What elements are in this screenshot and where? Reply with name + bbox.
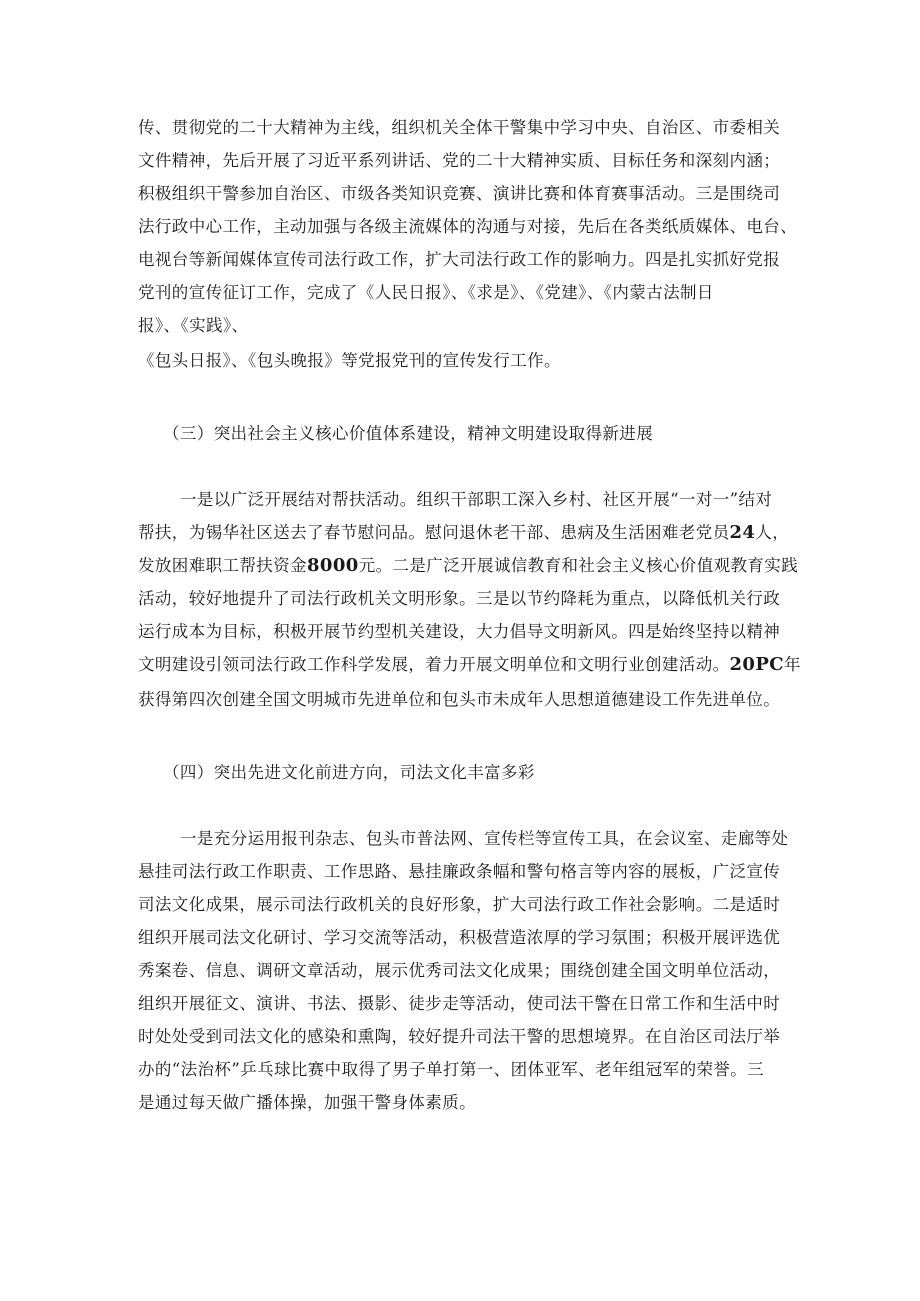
paragraph-line: 办的“法治杯”乒乓球比赛中取得了男子单打第一、团体亚军、老年组冠军的荣誉。三 — [138, 1060, 765, 1079]
paragraph-line — [138, 523, 789, 543]
paragraph-line — [138, 556, 798, 576]
paragraph-line — [138, 655, 801, 675]
paragraph-line: 党刊的宣传征订工作，完成了《人民日报》、《求是》、《党建》、《内蒙古法制日 — [138, 283, 714, 302]
text-run: 元。二是广泛开展诚信教育和社会主义核心价值观教育实践 — [358, 556, 799, 575]
paragraph-line: 电视台等新闻媒体宣传司法行政工作，扩大司法行政工作的影响力。四是扎实抓好党报 — [138, 250, 781, 269]
paragraph-line: 传、贯彻党的二十大精神为主线，组织机关全体干警集中学习中央、自治区、市委相关 — [138, 118, 781, 137]
paragraph-line: 司法文化成果，展示司法行政机关的良好形象，扩大司法行政工作社会影响。二是适时 — [138, 895, 781, 914]
paragraph-line: 一是以广泛开展结对帮扶活动。组织干部职工深入乡村、社区开展“一对一”结对 — [180, 490, 773, 509]
paragraph-line: 一是充分运用报刊杂志、包头市普法网、宣传栏等宣传工具，在会议室、走廊等处 — [180, 829, 789, 848]
paragraph-line: 时处处受到司法文化的感染和熏陶，较好提升司法干警的思想境界。在自治区司法厅举 — [138, 1027, 781, 1046]
number-run: 24 — [729, 522, 756, 543]
section-heading-4: （四）突出先进文化前进方向，司法文化丰富多彩 — [163, 763, 535, 782]
text-run: 年 — [784, 655, 801, 674]
paragraph-line: 文件精神，先后开展了习近平系列讲话、党的二十大精神实质、目标任务和深刻内涵； — [138, 151, 781, 170]
text-run: 帮扶，为锡华社区送去了春节慰问品。慰问退休老干部、患病及生活困难老党员 — [138, 523, 730, 542]
paragraph-line: 《包头日报》、《包头晚报》等党报党刊的宣传发行工作。 — [138, 351, 561, 370]
text-run: 文明建设引领司法行政工作科学发展，着力开展文明单位和文明行业创建活动。 — [138, 655, 730, 674]
paragraph-line: 组织开展征文、演讲、书法、摄影、徒步走等活动，使司法干警在日常工作和生活中时 — [138, 994, 781, 1013]
paragraph-line: 是通过每天做广播体操，加强干警身体素质。 — [138, 1093, 476, 1112]
paragraph-line: 悬挂司法行政工作职责、工作思路、悬挂廉政条幅和警句格言等内容的展板，广泛宣传 — [138, 862, 781, 881]
paragraph-line: 法行政中心工作，主动加强与各级主流媒体的沟通与对接，先后在各类纸质媒体、电台、 — [138, 217, 798, 236]
paragraph-line: 组织开展司法文化研讨、学习交流等活动，积极营造浓厚的学习氛围；积极开展评选优 — [138, 928, 781, 947]
text-run: 发放困难职工帮扶资金 — [138, 556, 307, 575]
paragraph-line: 获得第四次创建全国文明城市先进单位和包头市未成年人思想道德建设工作先进单位。 — [138, 690, 781, 709]
paragraph-line: 秀案卷、信息、调研文章活动，展示优秀司法文化成果；围绕创建全国文明单位活动， — [138, 961, 781, 980]
paragraph-line: 积极组织干警参加自治区、市级各类知识竞赛、演讲比赛和体育赛事活动。三是围绕司 — [138, 184, 781, 203]
number-run: 8000 — [307, 555, 359, 576]
paragraph-line: 活动，较好地提升了司法行政机关文明形象。三是以节约降耗为重点，以降低机关行政 — [138, 589, 781, 608]
number-run: 20PC — [729, 654, 785, 675]
paragraph-line: 运行成本为目标，积极开展节约型机关建设，大力倡导文明新风。四是始终坚持以精神 — [138, 622, 781, 641]
paragraph-line: 报》、《实践》、 — [138, 316, 249, 335]
section-heading-3: （三）突出社会主义核心价值体系建设，精神文明建设取得新进展 — [163, 424, 654, 443]
text-run: 人， — [755, 523, 790, 542]
